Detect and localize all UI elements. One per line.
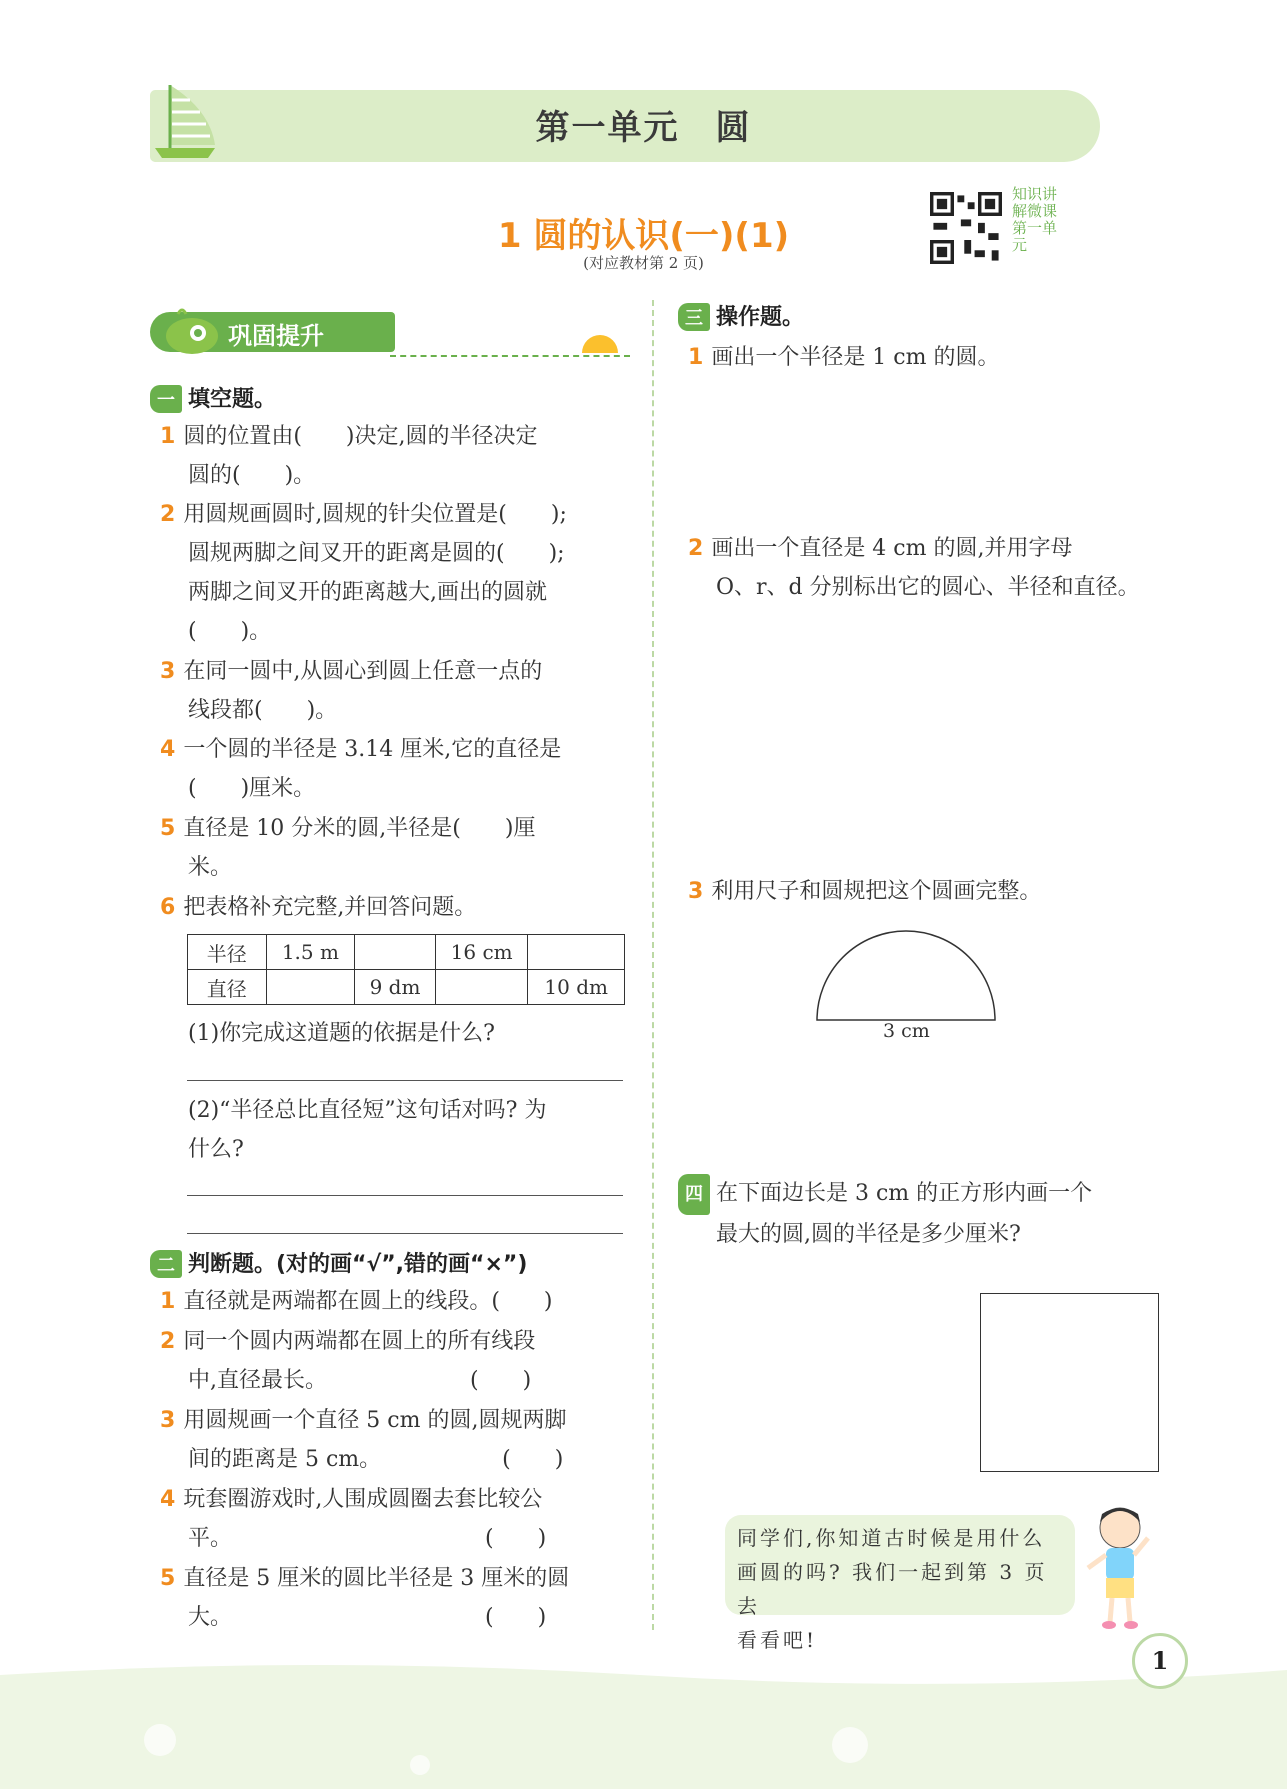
question-text: 直径是 10 分米的圆,半径是( )厘 <box>183 816 536 841</box>
question-number: 4 <box>160 1487 176 1512</box>
bubble-text: 同学们,你知道古时候是用什么 <box>737 1526 1046 1550</box>
question-text: 同一个圆内两端都在圆上的所有线段 <box>183 1329 536 1354</box>
student-illustration <box>1080 1500 1160 1630</box>
question-text: 间的距离是 5 cm。 ( ) <box>188 1447 564 1472</box>
table-cell[interactable] <box>355 935 436 970</box>
section3-heading <box>678 300 804 331</box>
s1-question-6 <box>160 888 640 927</box>
table-cell: 半径 <box>188 935 267 970</box>
lesson-subtitle: (对应教材第 2 页) <box>583 254 704 272</box>
square-figure <box>980 1293 1159 1472</box>
question-text: 大。 ( ) <box>188 1605 547 1630</box>
lesson-title: 1 圆的认识(一)(1) <box>497 216 790 256</box>
question-text: 圆规两脚之间叉开的距离是圆的( ); <box>188 541 565 566</box>
question-number: 5 <box>160 816 176 841</box>
answer-line[interactable] <box>187 1233 623 1234</box>
s2-question-1 <box>160 1282 640 1321</box>
s2-question-2 <box>160 1322 640 1400</box>
s1-question-1 <box>160 417 640 495</box>
section2-heading <box>150 1247 527 1278</box>
section4-tag: 四 <box>678 1174 710 1215</box>
qr-code-icon[interactable] <box>930 192 1002 264</box>
question-text: ( )。 <box>188 619 272 644</box>
s2-question-4 <box>160 1480 640 1558</box>
question-number: 5 <box>160 1566 176 1591</box>
question-text: 圆的( )。 <box>188 463 316 488</box>
question-text: 把表格补充完整,并回答问题。 <box>183 895 477 920</box>
question-text: 画出一个直径是 4 cm 的圆,并用字母 <box>711 536 1073 561</box>
section1-title: 填空题。 <box>188 387 277 412</box>
whale-icon <box>160 306 220 356</box>
s4-question <box>678 1174 1178 1254</box>
qr-label: 知识讲解微课 第一单元 <box>1012 185 1058 254</box>
question-text: 什么? <box>188 1137 244 1162</box>
question-text: 线段都( )。 <box>188 698 338 723</box>
section2-tag: 二 <box>150 1250 182 1278</box>
speech-bubble <box>725 1515 1075 1652</box>
answer-line[interactable] <box>187 1195 623 1196</box>
s1-question-4 <box>160 730 640 808</box>
s2-question-3 <box>160 1401 640 1479</box>
question-text: 玩套圈游戏时,人围成圆圈去套比较公 <box>183 1487 543 1512</box>
table-cell: 直径 <box>188 970 267 1005</box>
sunset-icon <box>580 333 620 355</box>
question-number: 2 <box>688 536 704 561</box>
question-text: (2)“半径总比直径短”这句话对吗? 为 <box>188 1098 547 1123</box>
s3-question-1 <box>688 338 1178 377</box>
s1-question-3 <box>160 652 640 730</box>
question-number: 3 <box>160 659 176 684</box>
footer-wave <box>0 1655 1287 1789</box>
section3-tag: 三 <box>678 303 710 331</box>
bubble-text: 画圆的吗? 我们一起到第 3 页去 <box>737 1560 1048 1618</box>
table-cell: 9 dm <box>355 970 436 1005</box>
question-text: 直径就是两端都在圆上的线段。( ) <box>183 1289 553 1314</box>
question-text: 用圆规画一个直径 5 cm 的圆,圆规两脚 <box>183 1408 567 1433</box>
question-number: 4 <box>160 737 176 762</box>
question-text: 中,直径最长。 ( ) <box>188 1368 532 1393</box>
s3-question-2 <box>688 529 1178 607</box>
question-number: 2 <box>160 1329 176 1354</box>
table-cell: 10 dm <box>528 970 625 1005</box>
question-text: 利用尺子和圆规把这个圆画完整。 <box>711 879 1042 904</box>
question-text: 米。 <box>188 855 233 880</box>
section2-title: 判断题。(对的画“√”,错的画“×”) <box>188 1252 528 1277</box>
table-row <box>188 970 625 1005</box>
section1-heading <box>150 382 276 413</box>
s1-sub-question-1: (1)你完成这道题的依据是什么? <box>188 1021 495 1046</box>
s1-question-5 <box>160 809 640 887</box>
question-text: 圆的位置由( )决定,圆的半径决定 <box>183 424 538 449</box>
unit-title: 第一单元 圆 <box>535 108 752 148</box>
bubble-text: 看看吧! <box>737 1628 818 1652</box>
question-text: 在同一圆中,从圆心到圆上任意一点的 <box>183 659 543 684</box>
question-number: 3 <box>160 1408 176 1433</box>
semicircle-label: 3 cm <box>883 1020 930 1042</box>
question-number: 6 <box>160 895 176 920</box>
table-cell[interactable] <box>528 935 625 970</box>
radius-diameter-table <box>187 934 625 1005</box>
dashed-rule <box>390 355 630 357</box>
page-number: 1 <box>1132 1633 1188 1689</box>
question-text: 用圆规画圆时,圆规的针尖位置是( ); <box>183 502 567 527</box>
question-number: 1 <box>160 1289 176 1314</box>
question-text: O、r、d 分别标出它的圆心、半径和直径。 <box>716 575 1140 600</box>
s2-question-5 <box>160 1559 640 1637</box>
section1-tag: 一 <box>150 385 182 413</box>
question-text: 画出一个半径是 1 cm 的圆。 <box>711 345 1000 370</box>
question-number: 2 <box>160 502 176 527</box>
answer-line[interactable] <box>187 1080 623 1081</box>
section3-title: 操作题。 <box>716 305 805 330</box>
question-text: 直径是 5 厘米的圆比半径是 3 厘米的圆 <box>183 1566 570 1591</box>
consolidate-label: 巩固提升 <box>228 322 324 350</box>
table-cell: 1.5 m <box>266 935 355 970</box>
s1-sub-question-2 <box>188 1091 648 1169</box>
s3-question-3 <box>688 872 1178 911</box>
question-text: 最大的圆,圆的半径是多少厘米? <box>716 1222 1021 1247</box>
question-text: ( )厘米。 <box>188 776 316 801</box>
question-text: 在下面边长是 3 cm 的正方形内画一个 <box>716 1181 1093 1206</box>
s1-question-2 <box>160 495 640 651</box>
question-number: 3 <box>688 879 704 904</box>
question-number: 1 <box>160 424 176 449</box>
table-cell[interactable] <box>435 970 528 1005</box>
question-number: 1 <box>688 345 704 370</box>
semicircle-figure <box>815 926 997 1022</box>
table-cell: 16 cm <box>435 935 528 970</box>
question-text: 一个圆的半径是 3.14 厘米,它的直径是 <box>183 737 562 762</box>
question-text: 两脚之间叉开的距离越大,画出的圆就 <box>188 580 547 605</box>
table-cell[interactable] <box>266 970 355 1005</box>
column-divider <box>652 300 654 1630</box>
table-row <box>188 935 625 970</box>
question-text: 平。 ( ) <box>188 1526 547 1551</box>
